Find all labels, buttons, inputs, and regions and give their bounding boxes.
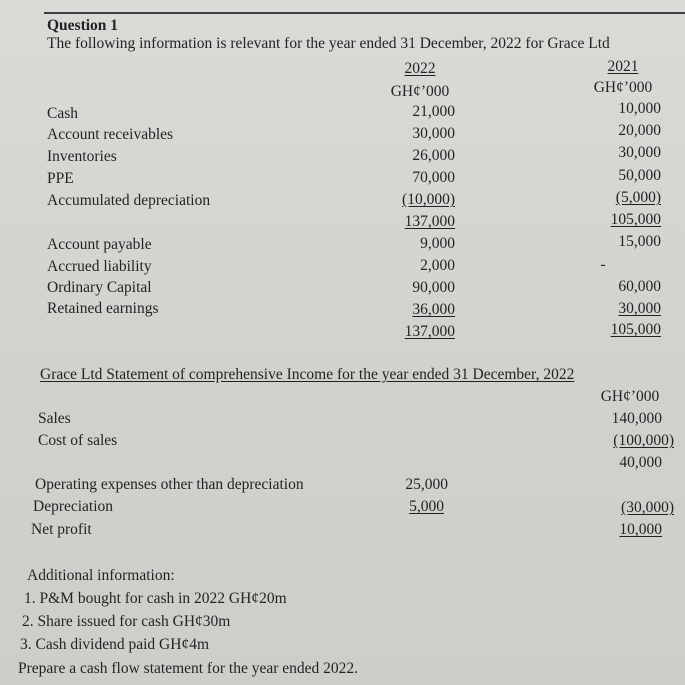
question-title: Question 1 [47, 17, 119, 34]
total-expenses-value: (30,000) [621, 499, 674, 516]
row-label-retained-earnings: Retained earnings [47, 300, 159, 317]
cell-cash-2022: 21,000 [412, 103, 455, 120]
additional-heading: Additional information: [27, 567, 175, 584]
income-currency-header: GH¢’000 [600, 388, 660, 405]
cell-total-assets-2021: 105,000 [610, 211, 661, 228]
opex-label: Operating expenses other than depreciation [35, 476, 304, 493]
cell-cash-2021: 10,000 [618, 100, 661, 117]
depreciation-label: Depreciation [33, 498, 114, 515]
cell-retained-earnings-2022: 36,000 [412, 301, 455, 318]
depreciation-value: 5,000 [409, 498, 444, 515]
top-rule [44, 12, 685, 14]
year-2022-header: 2022 [404, 60, 436, 77]
cell-total-assets-2022: 137,000 [404, 213, 455, 230]
income-statement-title: Grace Ltd Statement of comprehensive Income for the year ended 31 December, 2022 [40, 366, 575, 383]
row-label-ordinary-capital: Ordinary Capital [47, 279, 152, 296]
row-label-inventories: Inventories [47, 148, 117, 165]
net-profit-value: 10,000 [619, 521, 662, 538]
currency-2022-header: GH¢’000 [390, 83, 450, 100]
cost-of-sales-value: (100,000) [613, 432, 674, 449]
year-2021-header: 2021 [607, 58, 639, 75]
cell-ordinary-capital-2021: 60,000 [618, 278, 661, 295]
cell-accrued-liability-2021: - [600, 256, 606, 273]
cell-receivables-2022: 30,000 [412, 125, 455, 142]
cell-inventories-2022: 26,000 [412, 147, 455, 164]
cell-inventories-2021: 30,000 [618, 144, 661, 161]
currency-2021-header: GH¢’000 [593, 79, 653, 96]
additional-item-2: 2. Share issued for cash GH¢30m [22, 613, 231, 630]
gross-profit-value: 40,000 [619, 454, 662, 471]
cell-ordinary-capital-2022: 90,000 [412, 279, 455, 296]
cell-accrued-liability-2022: 2,000 [420, 257, 455, 274]
row-label-ppe: PPE [47, 170, 74, 187]
cell-acc-depreciation-2022: (10,000) [402, 191, 455, 208]
net-profit-label: Net profit [31, 521, 92, 538]
cell-acc-depreciation-2021: (5,000) [615, 189, 661, 206]
row-label-cash: Cash [47, 105, 78, 122]
row-label-acc-depreciation: Accumulated depreciation [47, 192, 211, 209]
cell-retained-earnings-2021: 30,000 [618, 300, 661, 317]
additional-item-1: 1. P&M bought for cash in 2022 GH¢20m [24, 590, 287, 607]
instruction-text: Prepare a cash flow statement for the year ended 2022. [18, 660, 359, 677]
cost-of-sales-label: Cost of sales [38, 432, 118, 449]
additional-item-3: 3. Cash dividend paid GH¢4m [20, 636, 209, 653]
cell-account-payable-2021: 15,000 [618, 233, 661, 250]
cell-total-liabilities-2021: 105,000 [610, 321, 661, 338]
opex-value: 25,000 [405, 476, 448, 493]
cell-ppe-2022: 70,000 [412, 169, 455, 186]
cell-ppe-2021: 50,000 [618, 167, 661, 184]
row-label-account-payable: Account payable [47, 236, 152, 253]
cell-account-payable-2022: 9,000 [420, 235, 455, 252]
sales-value: 140,000 [611, 410, 662, 427]
intro-text: The following information is relevant for the year ended 31 December, 2022 for Grace Ltd [47, 35, 610, 52]
cell-total-liabilities-2022: 137,000 [404, 323, 455, 340]
row-label-accrued-liability: Accrued liability [47, 258, 152, 275]
row-label-receivables: Account receivables [47, 126, 174, 143]
sales-label: Sales [38, 410, 71, 427]
cell-receivables-2021: 20,000 [618, 122, 661, 139]
